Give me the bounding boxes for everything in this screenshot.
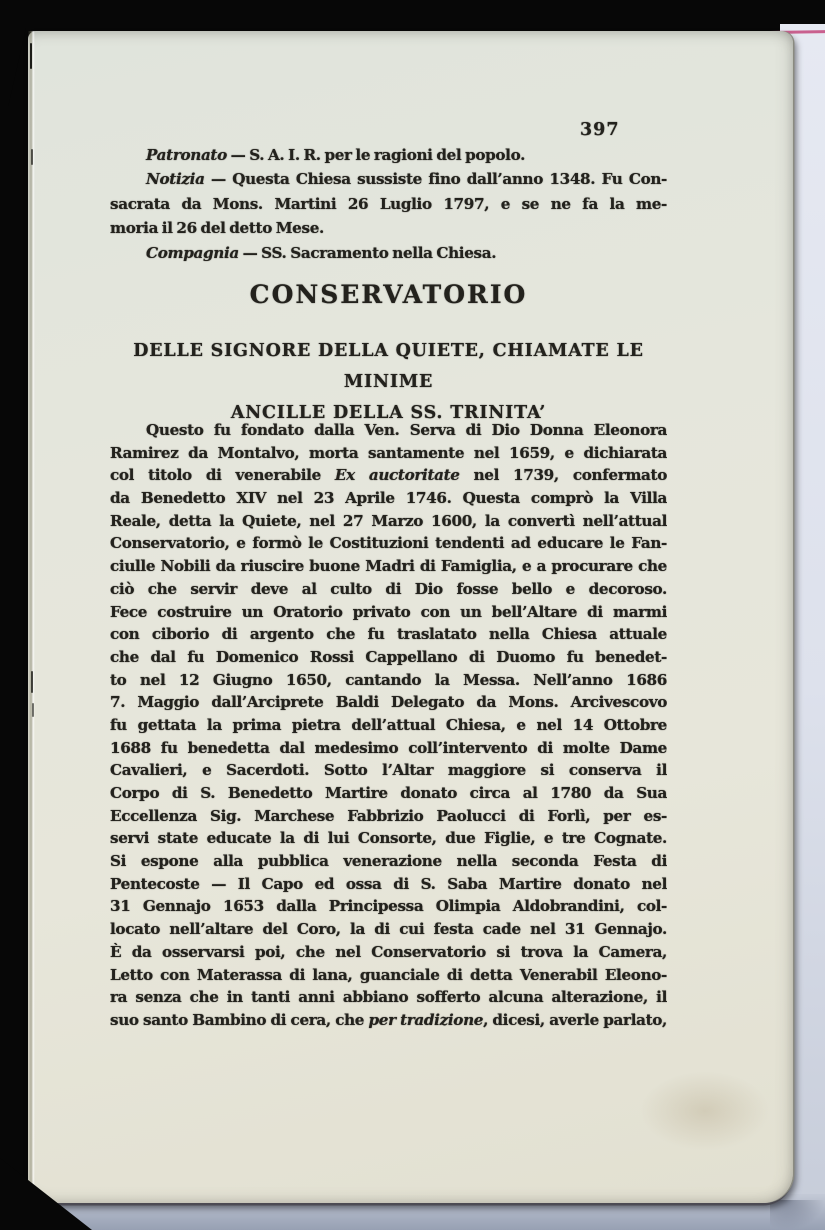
text-line	[110, 442, 667, 465]
section-heading	[110, 280, 667, 429]
text-line	[110, 691, 667, 714]
text-segment: servi state educate la di lui Consorte, due Figlie, e tre Cognate.	[110, 829, 667, 848]
text-line	[110, 714, 667, 737]
text-line	[110, 941, 667, 964]
text-line	[110, 1009, 667, 1032]
text-line	[110, 487, 667, 510]
text-line	[110, 986, 667, 1009]
text-segment: ciò che servir deve al culto di Dio fosse bello e decoroso.	[110, 579, 667, 598]
text-line	[110, 532, 667, 555]
text-line	[110, 895, 667, 918]
text-segment: Ramirez da Montalvo, morta santamente nel 1659, e dichiarata	[110, 443, 667, 462]
text-segment: suo santo Bambino di cera, che	[110, 1010, 369, 1029]
text-segment: — S. A. I. R. per le ragioni del popolo.	[226, 146, 526, 164]
text-segment: Cavalieri, e Sacerdoti. Sotto l’Altar maggiore si conserva il	[110, 761, 667, 780]
text-line	[110, 737, 667, 760]
section-title: CONSERVATORIO	[249, 280, 528, 309]
italic-text-segment: Notizia	[146, 170, 205, 189]
text-segment: moria il 26 del detto Mese.	[110, 219, 324, 238]
text-line	[110, 850, 667, 873]
text-line	[110, 464, 667, 487]
text-segment: Si espone alla pubblica venerazione nella seconda Festa di	[110, 852, 667, 871]
subtitle-line: DELLE SIGNORE DELLA QUIETE, CHIAMATE LE MINIME	[133, 341, 644, 392]
text-line	[110, 419, 667, 442]
text-segment: Pentecoste — Il Capo ed ossa di S. Saba Martire donato nel	[110, 874, 667, 893]
italic-text-segment: Compagnia	[146, 243, 239, 262]
text-line	[110, 964, 667, 987]
italic-text-segment: per tradizione	[368, 1010, 484, 1029]
text-line	[110, 623, 667, 646]
text-line	[110, 601, 667, 624]
text-segment: 1688 fu benedetta dal medesimo coll’intervento di molte Dame	[110, 738, 667, 757]
text-line	[110, 216, 667, 240]
italic-text-segment: Ex auctoritate	[334, 466, 460, 485]
text-segment: Corpo di S. Benedetto Martire donato circa al 1780 da Sua	[110, 784, 667, 802]
page-number: 397	[580, 120, 620, 140]
paper-stain	[640, 1071, 770, 1151]
text-line	[110, 805, 667, 828]
text-segment: — Questa Chiesa sussiste fino dall’anno 1348. Fu Con-	[204, 170, 667, 189]
text-segment: ra senza che in tanti anni abbiano sofferto alcuna alterazione, il	[110, 988, 667, 1007]
text-segment: to nel 12 Giugno 1650, cantando la Messa. Nell’anno 1686	[110, 670, 667, 689]
text-line	[110, 759, 667, 782]
book-page	[28, 31, 793, 1203]
text-segment: sacrata da Mons. Martini 26 Luglio 1797, e se ne fa la me-	[110, 194, 667, 213]
front-matter-block	[110, 143, 667, 265]
text-line	[110, 510, 667, 533]
text-line	[110, 827, 667, 850]
text-segment: Reale, detta la Quiete, nel 27 Marzo 1600, la convertì nell’attual	[110, 511, 667, 530]
gutter-nick	[31, 149, 33, 165]
text-segment: fu gettata la prima pietra dell’attual Chiesa, e nel 14 Ottobre	[110, 715, 667, 734]
text-line	[110, 782, 667, 805]
text-line	[110, 918, 667, 941]
text-segment: Letto con Materassa di lana, guanciale di detta Venerabil Eleono-	[110, 965, 667, 984]
text-segment: locato nell’altare del Coro, la di cui festa cade nel 31 Gennajo.	[110, 920, 667, 939]
gutter-crease	[28, 31, 35, 1203]
text-segment: col titolo di venerabile	[110, 466, 335, 485]
facing-page-edge-strip	[0, 58, 30, 1198]
text-line	[110, 578, 667, 601]
text-segment: Eccellenza Sig. Marchese Fabbrizio Paolucci di Forlì, per es-	[110, 806, 667, 825]
section-subtitle	[110, 336, 667, 429]
text-segment: ciulle Nobili da riuscire buone Madri di Famiglia, e a procurare che	[110, 557, 667, 576]
text-segment: da Benedetto XIV nel 23 Aprile 1746. Questa comprò la Villa	[110, 489, 667, 508]
text-line	[110, 241, 667, 265]
text-line	[110, 646, 667, 669]
page-corner-shadow	[770, 1200, 825, 1230]
italic-text-segment: Patronato	[146, 146, 227, 164]
gutter-nick	[30, 43, 32, 69]
text-line	[110, 669, 667, 692]
text-segment: Conservatorio, e formò le Costituzioni tendenti ad educare le Fan-	[110, 534, 667, 553]
text-segment: 7. Maggio dall’Arciprete Baldi Delegato da Mons. Arcivescovo	[110, 693, 667, 712]
text-segment: 31 Gennajo 1653 dalla Principessa Olimpia Aldobrandini, col-	[110, 897, 667, 916]
subtitle-line: ANCILLE DELLA SS. TRINITA’	[230, 403, 547, 423]
text-segment: Questo fu fondato dalla Ven. Serva di Dio Donna Eleonora	[146, 421, 667, 439]
text-segment: nel 1739, confermato	[459, 466, 667, 485]
text-line	[110, 192, 667, 216]
text-line	[110, 555, 667, 578]
text-line	[110, 143, 667, 167]
text-segment: , dicesi, averle parlato,	[483, 1010, 667, 1029]
body-text-block	[110, 419, 667, 1032]
text-line	[110, 873, 667, 896]
text-segment: con ciborio di argento che fu traslatato nella Chiesa attuale	[110, 625, 667, 644]
text-segment: Fece costruire un Oratorio privato con un bell’Altare di marmi	[110, 602, 667, 621]
text-segment: È da osservarsi poi, che nel Conservatorio si trova la Camera,	[110, 942, 667, 961]
gutter-nick	[32, 703, 34, 717]
text-segment: che dal fu Domenico Rossi Cappellano di Duomo fu benedet-	[110, 647, 667, 666]
gutter-nick	[31, 671, 33, 693]
text-segment: — SS. Sacramento nella Chiesa.	[238, 243, 497, 262]
text-line	[110, 167, 667, 191]
